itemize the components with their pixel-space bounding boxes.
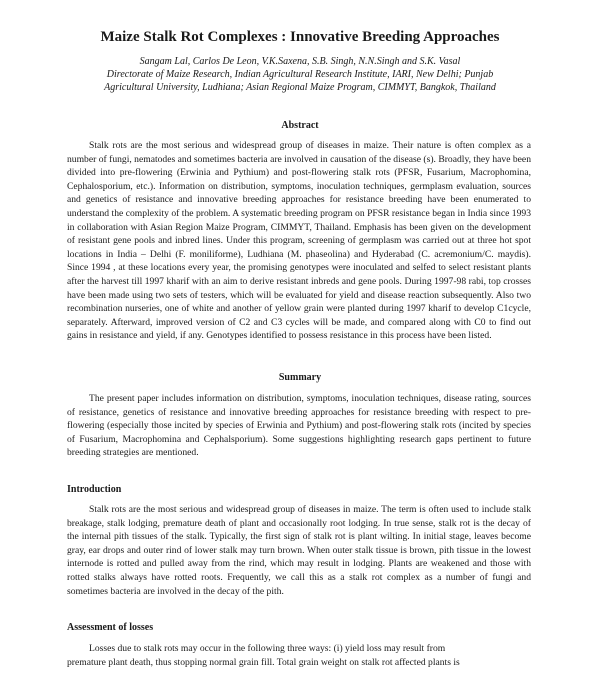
assessment-line: premature plant death, thus stopping normal grain fill. Total grain weight on stalk rot affected plants is (67, 657, 460, 668)
summary-text: The present paper includes information on distribution, symptoms, inoculation techniques, disease rating, sources of resistance, genetics of resistance and innovative breeding approaches for resistance breeding with respect to pre-flowering (especially those incited by species of Erwinia and Pythium) and post-flowering stalk rots (incited by species of Fusarium, Macrophomina and Cephalsporium). Some suggestions highlighting research gaps pertinent to future breeding strategies are mentioned. (67, 393, 531, 459)
assessment-line: Losses due to stalk rots may occur in the following three ways: (i) yield loss may result from (89, 643, 446, 654)
author-names: Sangam Lal, Carlos De Leon, V.K.Saxena, S.B. Singh, N.N.Singh and S.K. Vasal (139, 56, 461, 67)
author-block (0, 55, 600, 94)
summary-heading: Summary (278, 372, 322, 383)
abstract-paragraph (67, 139, 531, 343)
abstract-text: Stalk rots are the most serious and widespread group of diseases in maize. Their nature is often complex as a number of fungi, nematodes and sometimes bacteria are involved in causation of the disease (s). Broadly, they have been divided into pre-flowering (Erwinia and Pythium) and post-flowering stalk rots (PFSR, Fusarium, Macrophomina, Cephalosporium, etc.). Information on distribution, symptoms, inoculation techniques, germplasm evaluation, sources and genetics of resistance and innovative breeding approaches for resistance breeding have been enumerated to understand the complexity of the problem. A systematic breeding program on PFSR resistance began in India since 1993 in collaboration with Asian Region Maize Program, CIMMYT, Thailand. Emphasis has been given on the development of resistant gene pools and inbred lines. Under this program, screening of germplasm was carried out at three hot spot locations in India – Delhi (F. moniliforme), Ludhiana (M. phaseolina) and Hyderabad (C. acremonium/C. maydis). Since 1994 , at these locations every year, the promising genotypes were inoculated and selfed to select resistant plants after the harvest till 1997 kharif with an aim to derive resistant inbreds and gene pools. During 1997-98 rabi, top crosses have been made using two sets of testers, which will be evaluated for yield and disease reaction subsequently. Also two recombination nurseries, one of white and another of yellow grain were planted during 1997 kharif to develop C1cycle, separately. Afterward, improved version of C2 and C3 cycles will be made, and compared along with C0 to find out gains in resistance and yield, if any. Genotypes identified to possess resistance in this process have been listed. (67, 140, 531, 342)
introduction-paragraph (67, 503, 531, 598)
abstract-heading: Abstract (281, 120, 319, 131)
introduction-heading: Introduction (67, 484, 122, 495)
affiliation-line: Directorate of Maize Research, Indian Agricultural Research Institute, IARI, New Delhi; Punjab (106, 69, 494, 80)
summary-paragraph (67, 392, 531, 460)
assessment-heading: Assessment of losses (67, 622, 154, 633)
introduction-text: Stalk rots are the most serious and widespread group of diseases in maize. The term is often used to include stalk breakage, stalk lodging, premature death of plant and occasionally root lodging. In true sense, stalk rot is the decay of the internal pith tissues of the stalk. Typically, the first sign of stalk rot is plant wilting. In initial stage, leaves become gray, ear drops and outer rind of lower stalk may turn brown. When outer stalk tissue is brown, pith tissue in the lowest internode is rotted and pulled away from the rind, which may result in lodging. Plants are weakened and those with rotted stalks always have rotted roots. Frequently, we call this as a stalk rot complex as a number of fungi and sometimes bacteria are involved in the decay of the pith. (67, 504, 531, 597)
affiliation-line: Agricultural University, Ludhiana; Asian Regional Maize Program, CIMMYT, Bangkok, Thailand (104, 82, 496, 93)
paper-title: Maize Stalk Rot Complexes : Innovative Breeding Approaches (100, 29, 500, 45)
